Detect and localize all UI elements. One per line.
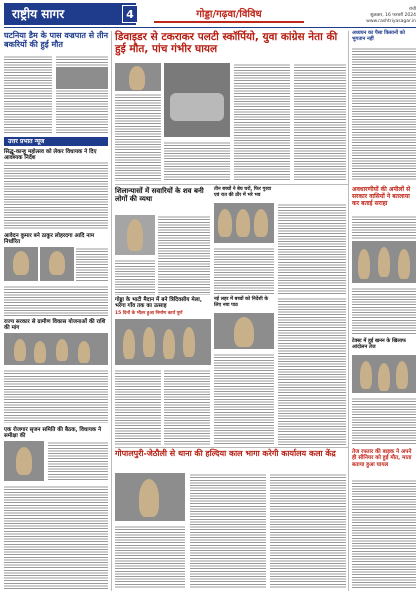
page-number: 4	[122, 5, 138, 23]
left-story3-text2	[4, 285, 108, 317]
left-photo1	[56, 67, 108, 89]
masthead	[4, 3, 416, 29]
center-story2-text	[115, 369, 161, 445]
right-group-photo	[352, 241, 416, 283]
left-story5-headline: एक रोजगार सृजन समिति की बैठक, विधायक ने समीक्षा की	[4, 427, 102, 440]
right-story1-text	[352, 215, 416, 239]
lead-text-col1	[115, 93, 161, 181]
center-story1-text2	[115, 259, 155, 295]
center-crowd-photo	[115, 319, 211, 365]
city: रांची	[408, 7, 416, 12]
band-rule	[115, 184, 349, 185]
lead-text-col3	[234, 63, 290, 181]
newspaper-page	[4, 3, 416, 591]
center-story2-headline: गोड्डा के भाटी मैदान में बने त्रिदिवसीय मेला, भरेगा गाँव तक का उत्साह	[115, 297, 202, 310]
center-story4-photo	[115, 473, 185, 521]
left-story3-headline: आवेदन कुमार बने ठाकुर लोहरदगा आदि नाम निर्धारित	[4, 233, 95, 246]
left-story3-text	[76, 247, 108, 281]
left-story4-headline: राज्य सरकार से ग्रामीण विकास योजनाओं की राशि की मांग	[4, 319, 106, 332]
mid-portraits	[214, 203, 274, 243]
center-story4-text2	[190, 473, 266, 589]
lead-headline: डिवाइडर से टकराकर पलटी स्कॉर्पियो, युवा कांग्रेस नेता की हुई मौत, पांच गंभीर घायल	[115, 31, 338, 56]
web-address: www.rashtriyasagar.in	[366, 19, 416, 24]
center-photo-cutout	[115, 215, 155, 255]
column-divider	[111, 31, 112, 591]
left-photo-meeting	[4, 441, 44, 481]
left-story2-text	[4, 161, 108, 229]
masthead-rule	[4, 27, 416, 28]
left-story1-text	[4, 55, 52, 133]
left-section-bar: उत्तर प्रभात न्यूज	[4, 137, 108, 146]
right-story3-text	[352, 479, 416, 589]
left-portrait1	[4, 247, 38, 281]
left-story1-headline: घटनिया डैम के पास वज्रपात से तीन बकरियों की हुई मौत	[4, 31, 109, 50]
right-story1-text2	[352, 287, 416, 335]
center-story4-text3	[270, 473, 346, 589]
lead-text-col4	[294, 63, 346, 181]
right-divider	[348, 31, 349, 591]
center-story1-headline: शिलान्यासों में सवारियों के शव बनी लोगों की व्यथा	[115, 187, 204, 204]
right-story3-headline: तेज रफ्तार की बाइक ने अपने ही सीनियर को हुई मौत, माता बताया हुआ घायल	[352, 449, 412, 468]
center-story3-text	[214, 353, 274, 445]
bottom-rule	[115, 447, 349, 448]
right-story2-photo	[352, 355, 416, 393]
lead-accident-photo	[164, 63, 230, 137]
date: शुक्रवार, 16 फरवरी 2024	[370, 13, 416, 18]
left-group-photo	[4, 333, 108, 365]
center-story4-headline: गोपालपुरी-जेठौली से थाना की हल्दिया काल भागा करेगी कार्यालय कला केंद्र	[115, 449, 336, 458]
center-story3-headline: नई लहर में बच्चों को निर्देशी के लिए नया पाठ	[214, 297, 269, 308]
lead-photo-left	[115, 63, 161, 91]
mid-story1-headline: तीन बच्चों ने बेघ घरों, फिर गुरवा एवं रात की ठौर में भरे भव	[214, 187, 272, 198]
center-story2-sub: 15 दिनों के भीतर हुआ निर्माण कार्य पूर्ण	[115, 311, 183, 316]
right-story2-text	[352, 397, 416, 445]
right-story1-headline: अवधारणीयों की अपीलों से सरकार वासियों ने बतलाया कर बताई सराहा	[352, 186, 411, 207]
mid-story1-text	[214, 247, 274, 295]
center-story4-text	[115, 525, 185, 589]
left-portrait2	[40, 247, 74, 281]
mid-text-col	[278, 203, 346, 295]
right-story2-headline: टेक्स्ट में हुई खनन के खिलाफ आंदोलन तेज	[352, 338, 406, 350]
center-text-col	[278, 297, 346, 445]
left-story4-text	[4, 369, 108, 423]
left-story5-text	[48, 441, 108, 481]
right-top-headline: अध्ययन का पैसा किसानों को भुगतान नहीं	[352, 30, 405, 42]
center-story3-photo	[214, 313, 274, 349]
center-story1-text	[158, 215, 210, 295]
right-top-text	[352, 47, 416, 181]
left-story2-headline: सिद्धू-कान्हू महोत्सव को लेकर विधायक ने दिए आवश्यक निर्देश	[4, 149, 97, 162]
section-title: गोड्डा/गढ़वा/विविध	[154, 7, 304, 23]
lead-text-col2	[164, 141, 230, 181]
left-story5-text2	[4, 485, 108, 589]
center-story2-text2	[164, 369, 210, 445]
brand-title: राष्ट्रीय सागर	[4, 3, 136, 25]
dateline	[334, 7, 416, 25]
